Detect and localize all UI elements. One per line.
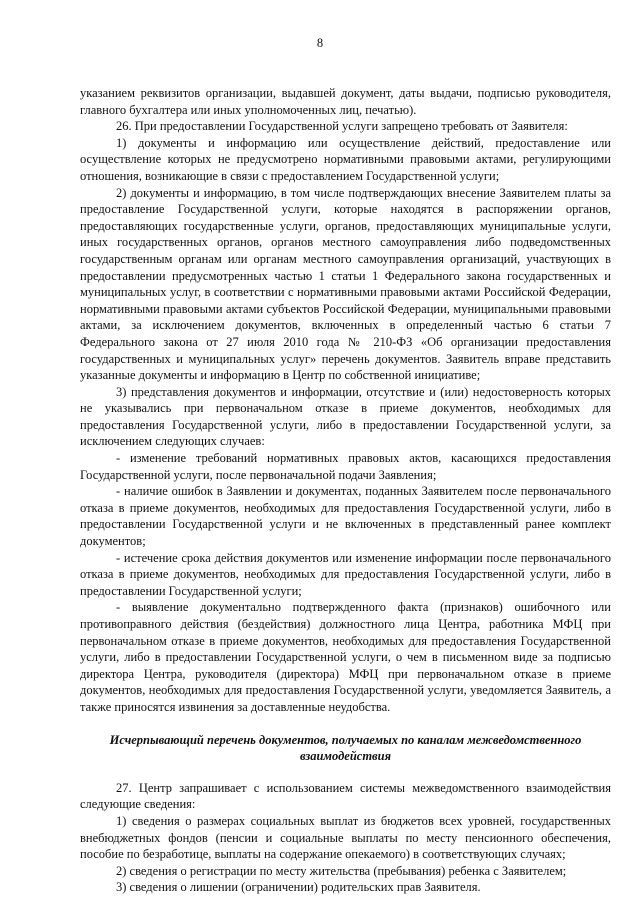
list-item: 1) сведения о размерах социальных выплат из бюджетов всех уровней, государственных внебюджетных фондов (пенсии и социальные выплаты по месту пенсионного обеспечения, пособие по безработице, выплаты на содержание опекаемого) в соответствующих случаях; [80,813,611,862]
paragraphs-after-heading [80,780,611,896]
paragraphs-before-heading [80,85,611,716]
paragraph: 2) документы и информацию, в том числе подтверждающих внесение Заявителем платы за предоставление Государственной услуги, которые находятся в распоряжении органов, предоставляющих государственные услуги, органов, предоставляющих муниципальные услуги, иных государственных органов, органов местного самоуправления либо подведомственных государственным органам или органам местного самоуправления организаций, участвующих в предоставлении предусмотренных частью 1 статьи 1 Федерального закона государственных и муниципальных услуг, в соответствии с нормативными правовыми актами Российской Федерации, нормативными правовыми актами субъектов Российской Федерации, муниципальными правовыми актами, за исключением документов, включенных в определенный частью 6 статьи 7 Федерального закона от 27 июля 2010 года № 210-ФЗ «Об организации предоставления государственных и муниципальных услуг» перечень документов. Заявитель вправе представить указанные документы и информацию в Центр по собственной инициативе; [80,185,611,383]
list-item: - изменение требований нормативных правовых актов, касающихся предоставления Государственной услуги, после первоначальной подачи Заявления; [80,451,611,482]
list-item: 3) сведения о лишении (ограничении) родительских прав Заявителя. [116,880,481,895]
list-item: - истечение срока действия документов или изменение информации после первоначального отказа в приеме документов, необходимых для предоставления Государственной услуги, либо в предоставлении Государственной услуги; [80,550,611,598]
list-item: 2) сведения о регистрации по месту жительства (пребывания) ребенка с Заявителем; [116,863,567,878]
paragraph: 3) представления документов и информации, отсутствие и (или) недостоверность которых не указывались при первоначальном отказе в приеме документов, необходимых для предоставления Государственной услуги, либо в предоставлении Государственной услуги, за исключением следующих случаев: [80,384,611,449]
section-heading: Исчерпывающий перечень документов, получаемых по каналам межведомственного взаимодействия [109,732,582,764]
paragraph: 1) документы и информацию или осуществление действий, предоставление или осуществление которых не предусмотрено нормативными правовыми актами, регулирующими отношения, возникающие в связи с предоставлением Государственной услуги; [80,135,611,183]
paragraph: 26. При предоставлении Государственной услуги запрещено требовать от Заявителя: [116,119,568,134]
document-body [80,85,611,896]
list-item: - выявление документально подтвержденного факта (признаков) ошибочного или противоправного действия (бездействия) должностного лица Центра, работника МФЦ при первоначальном отказе в приеме документов, необходимых для предоставления Государственной услуги, либо в предоставлении Государственной услуги, о чем в письменном виде за подписью директора Центра, руководителя (директора) МФЦ при первоначальном отказе в приеме документов, необходимых для предоставления Государственной услуги, уведомляется Заявитель, а также приносятся извинения за доставленные неудобства. [80,600,611,714]
paragraph: 27. Центр запрашивает с использованием системы межведомственного взаимодействия следующие сведения: [80,780,611,812]
page-number: 8 [316,36,324,50]
paragraph: указанием реквизитов организации, выдавшей документ, даты выдачи, подписью руководителя, главного бухгалтера или иных уполномоченных лиц, печатью). [80,86,611,117]
list-item: - наличие ошибок в Заявлении и документах, поданных Заявителем после первоначального отказа в приеме документов, необходимых для предоставления Государственной услуги, либо в предоставлении Государственной услуги и не включенных в представленный ранее комплект документов; [80,484,611,549]
